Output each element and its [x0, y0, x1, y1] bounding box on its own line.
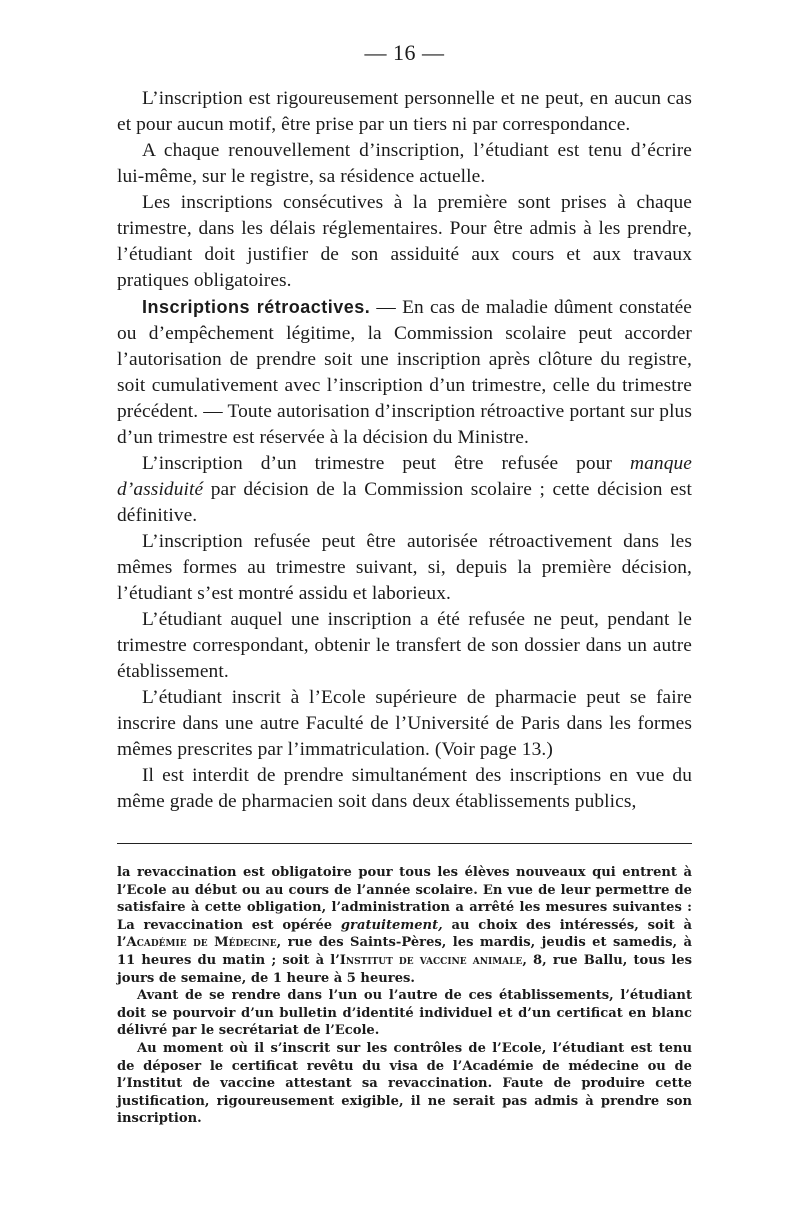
paragraph-transfer: L’étudiant auquel une inscription a été refusée ne peut, pendant le trimestre correspondant, obtenir le transfert de son dossier dans un autre établissement.: [117, 609, 692, 682]
footnote-text-d: , 8, rue Ballu, tous les jours de semaine, de 1 heure à 5 heures.: [117, 952, 692, 986]
paragraph-consecutive-inscriptions: Les inscriptions consécutives à la première sont prises à chaque trimestre, dans les délais réglementaires. Pour être admis à les prendre, l’étudiant doit justifier de son assiduité aux cours et aux travaux pratiques obligatoires.: [117, 192, 692, 291]
footnote-divider: [117, 843, 692, 844]
refusal-text-start: L’inscription d’un trimestre peut être refusée pour: [142, 453, 630, 474]
emphasis-gratuitement: gratuitement,: [340, 917, 443, 933]
paragraph-renewal: A chaque renouvellement d’inscription, l’étudiant est tenu d’écrire lui-même, sur le registre, sa résidence actuelle.: [117, 140, 692, 187]
paragraph-personal-inscription: L’inscription est rigoureusement personnelle et ne peut, en aucun cas et pour aucun motif, être prise par un tiers ni par correspondance.: [117, 88, 692, 135]
footnote-text-a: la revaccination est obligatoire pour tous les élèves nouveaux qui entrent à l’Ecole au début ou au cours de l’année scolaire. En vue de leur permettre de satisfaire à cette obligation, l’administration a arrêté les mesures suivantes : La revaccination est opérée: [117, 865, 692, 933]
main-text: [117, 86, 692, 815]
footnote-text-b: au choix des intéressés, soit à l’: [117, 917, 693, 951]
paragraph-other-faculty: L’étudiant inscrit à l’Ecole supérieure de pharmacie peut se faire inscrire dans une autre Faculté de l’Université de Paris dans les formes mêmes prescrites par l’immatriculation. (Voir page 13.): [117, 687, 692, 760]
refusal-text-end: par décision de la Commission scolaire ; cette décision est définitive.: [117, 479, 692, 526]
paragraph-retroactive: [117, 294, 692, 451]
paragraph-simultaneous: Il est interdit de prendre simultanément des inscriptions en vue du même grade de pharmacien soit dans deux établissements publics,: [117, 765, 692, 812]
footnote-paragraph-bulletin: Avant de se rendre dans l’un ou l’autre de ces établissements, l’étudiant doit se pourvoir d’un bulletin d’identité individuel et d’un certificat en blanc délivré par le secrétariat de l’Ecole.: [117, 988, 692, 1039]
retroactive-text: — En cas de maladie dûment constatée ou d’empêchement légitime, la Commission scolaire peut accorder l’autorisation de prendre soit une inscription après clôture du registre, soit cumulativement avec l’inscription d’un trimestre, celle du trimestre précédent. — Toute autorisation d’inscription rétroactive portant sur plus d’un trimestre est réservée à la décision du Ministre.: [117, 297, 692, 448]
footnote-paragraph-certificate: Au moment où il s’inscrit sur les contrôles de l’Ecole, l’étudiant est tenu de déposer le certificat revêtu du visa de l’Académie de médecine ou de l’Institut de vaccine attestant sa revaccination. Faute de produire cette justification, rigoureusement exigible, il ne serait pas admis à prendre son inscription.: [117, 1040, 692, 1127]
small-caps-academie: Académie de Médecine: [126, 935, 277, 951]
footnote-paragraph-revaccination: [117, 864, 692, 987]
paragraph-refusal: [117, 451, 692, 529]
document-page: [117, 38, 692, 1128]
paragraph-refused-retroactive: L’inscription refusée peut être autorisée rétroactivement dans les mêmes formes au trimestre suivant, si, depuis la première décision, l’étudiant s’est montré assidu et laborieux.: [117, 531, 692, 604]
page-number: — 16 —: [364, 40, 445, 65]
small-caps-institut: Institut de vaccine animale: [339, 952, 523, 968]
footnote-text-c: , rue des Saints-Pères, les mardis, jeudis et samedis, à 11 heures du matin ; soit à l’: [117, 935, 692, 968]
footnote: [117, 864, 692, 1128]
section-title-retroactive: Inscriptions rétroactives.: [142, 297, 371, 317]
emphasis-manque-assiduite: manque d’assiduité: [117, 453, 692, 500]
